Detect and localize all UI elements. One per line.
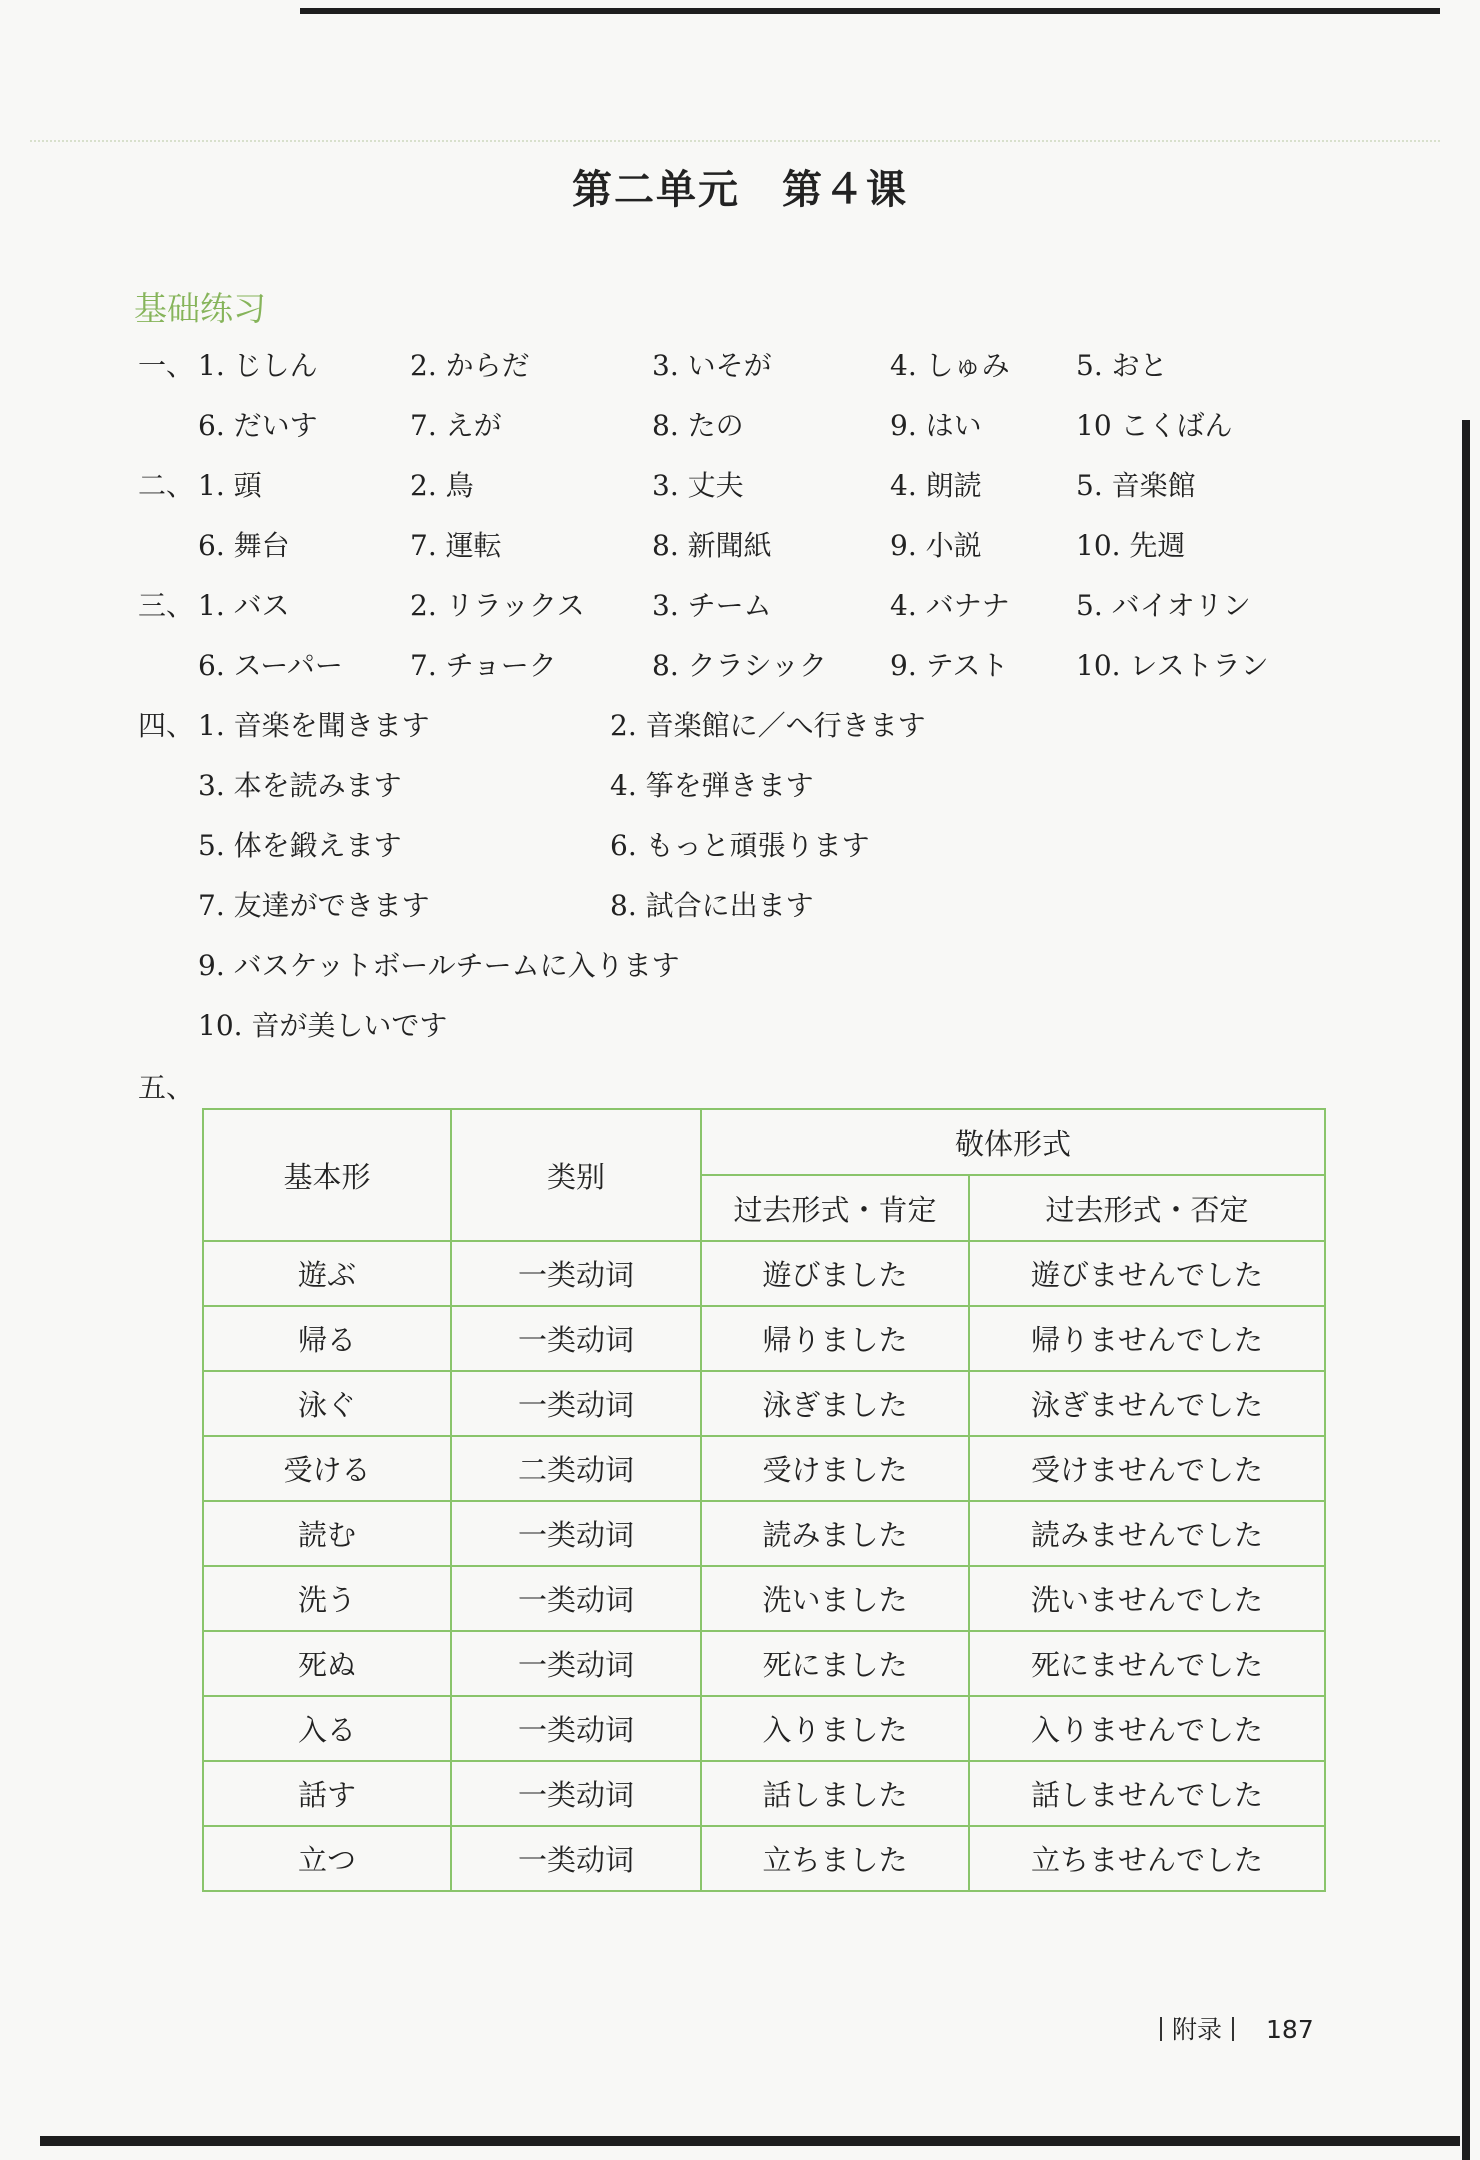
part2-label: 二、 bbox=[138, 469, 195, 502]
page-title: 第二单元 第４课 bbox=[572, 166, 908, 213]
cell-category: 一类动词 bbox=[451, 1371, 701, 1436]
table-row bbox=[203, 1436, 1325, 1501]
cell-past-negative: 死にませんでした bbox=[969, 1631, 1325, 1696]
answer-item: 2. リラックス bbox=[410, 589, 585, 622]
answer-item: 7. 運転 bbox=[410, 529, 502, 562]
cell-past-positive: 読みました bbox=[701, 1501, 969, 1566]
cell-category: 一类动词 bbox=[451, 1241, 701, 1306]
answer-item: 3. チーム bbox=[652, 589, 772, 622]
scan-edge-bottom bbox=[40, 2136, 1460, 2146]
table-row bbox=[203, 1761, 1325, 1826]
header-basic-form: 基本形 bbox=[203, 1109, 451, 1241]
answer-item: 10 こくばん bbox=[1076, 409, 1233, 442]
answer-item: 3. いそが bbox=[652, 349, 772, 382]
answer-item: 5. 体を鍛えます bbox=[198, 829, 402, 862]
answer-item: 2. 音楽館に／へ行きます bbox=[610, 709, 926, 742]
cell-past-positive: 洗いました bbox=[701, 1566, 969, 1631]
answer-item: 1. 音楽を聞きます bbox=[198, 709, 430, 742]
scan-edge-top bbox=[300, 8, 1440, 14]
header-category: 类别 bbox=[451, 1109, 701, 1241]
cell-basic-form: 立つ bbox=[203, 1826, 451, 1891]
part4-label: 四、 bbox=[138, 709, 195, 742]
answer-item: 5. 音楽館 bbox=[1076, 469, 1196, 502]
footer-divider bbox=[1160, 2017, 1162, 2041]
answer-item: 4. バナナ bbox=[890, 589, 1010, 622]
header-past-positive: 过去形式・肯定 bbox=[701, 1175, 969, 1241]
verb-conjugation-table bbox=[202, 1108, 1326, 1892]
answer-item: 9. テスト bbox=[890, 649, 1009, 682]
cell-basic-form: 遊ぶ bbox=[203, 1241, 451, 1306]
answer-item: 3. 丈夫 bbox=[652, 469, 744, 502]
answer-item: 6. 舞台 bbox=[198, 529, 290, 562]
cell-category: 一类动词 bbox=[451, 1826, 701, 1891]
table-row bbox=[203, 1696, 1325, 1761]
footer-divider bbox=[1232, 2017, 1234, 2041]
footer-section: 附录 bbox=[1172, 2015, 1223, 2044]
part1-label: 一、 bbox=[138, 349, 195, 382]
answer-item: 5. バイオリン bbox=[1076, 589, 1251, 622]
cell-category: 一类动词 bbox=[451, 1306, 701, 1371]
cell-basic-form: 洗う bbox=[203, 1566, 451, 1631]
cell-basic-form: 帰る bbox=[203, 1306, 451, 1371]
answer-item: 9. バスケットボールチームに入ります bbox=[198, 949, 680, 982]
answer-item: 4. 筝を弾きます bbox=[610, 769, 814, 802]
header-dotted-rule bbox=[30, 140, 1440, 142]
header-polite-form: 敬体形式 bbox=[701, 1109, 1325, 1175]
table-row bbox=[203, 1826, 1325, 1891]
answer-item: 8. たの bbox=[652, 409, 744, 442]
answer-item: 6. スーパー bbox=[198, 649, 343, 682]
cell-past-negative: 読みませんでした bbox=[969, 1501, 1325, 1566]
answer-item: 1. 頭 bbox=[198, 469, 262, 502]
cell-basic-form: 話す bbox=[203, 1761, 451, 1826]
answer-item: 1. じしん bbox=[198, 349, 318, 382]
answer-item: 3. 本を読みます bbox=[198, 769, 402, 802]
cell-past-negative: 話しませんでした bbox=[969, 1761, 1325, 1826]
cell-category: 一类动词 bbox=[451, 1696, 701, 1761]
answer-item: 7. チョーク bbox=[410, 649, 557, 682]
cell-category: 一类动词 bbox=[451, 1761, 701, 1826]
page-footer bbox=[1150, 2010, 1314, 2046]
cell-basic-form: 受ける bbox=[203, 1436, 451, 1501]
part3-label: 三、 bbox=[138, 589, 195, 622]
answer-item: 10. レストラン bbox=[1076, 649, 1269, 682]
cell-past-negative: 立ちませんでした bbox=[969, 1826, 1325, 1891]
part5-label: 五、 bbox=[138, 1071, 195, 1104]
answer-item: 6. もっと頑張ります bbox=[610, 829, 870, 862]
cell-category: 一类动词 bbox=[451, 1501, 701, 1566]
answer-item: 4. 朗読 bbox=[890, 469, 982, 502]
cell-past-positive: 話しました bbox=[701, 1761, 969, 1826]
answer-item: 1. バス bbox=[198, 589, 290, 622]
scan-edge-right bbox=[1462, 420, 1470, 2160]
table-row bbox=[203, 1631, 1325, 1696]
cell-past-positive: 帰りました bbox=[701, 1306, 969, 1371]
table-row bbox=[203, 1306, 1325, 1371]
answer-item: 2. からだ bbox=[410, 349, 530, 382]
section-heading: 基础练习 bbox=[134, 289, 266, 328]
answer-item: 7. 友達ができます bbox=[198, 889, 430, 922]
cell-past-negative: 受けませんでした bbox=[969, 1436, 1325, 1501]
cell-past-positive: 死にました bbox=[701, 1631, 969, 1696]
answer-item: 2. 鳥 bbox=[410, 469, 474, 502]
cell-category: 一类动词 bbox=[451, 1566, 701, 1631]
cell-past-positive: 遊びました bbox=[701, 1241, 969, 1306]
header-past-negative: 过去形式・否定 bbox=[969, 1175, 1325, 1241]
answer-item: 8. 新聞紙 bbox=[652, 529, 772, 562]
answer-item: 10. 先週 bbox=[1076, 529, 1186, 562]
answer-item: 8. 試合に出ます bbox=[610, 889, 814, 922]
cell-past-negative: 洗いませんでした bbox=[969, 1566, 1325, 1631]
page-number: 187 bbox=[1266, 2015, 1314, 2044]
answer-item: 6. だいす bbox=[198, 409, 318, 442]
cell-past-negative: 遊びませんでした bbox=[969, 1241, 1325, 1306]
answer-item: 4. しゅみ bbox=[890, 349, 1010, 382]
cell-past-positive: 入りました bbox=[701, 1696, 969, 1761]
cell-category: 二类动词 bbox=[451, 1436, 701, 1501]
answer-item: 9. 小説 bbox=[890, 529, 982, 562]
cell-past-positive: 受けました bbox=[701, 1436, 969, 1501]
cell-past-positive: 立ちました bbox=[701, 1826, 969, 1891]
answer-item: 7. えが bbox=[410, 409, 502, 442]
table-row bbox=[203, 1566, 1325, 1631]
table-row bbox=[203, 1371, 1325, 1436]
answer-item: 10. 音が美しいです bbox=[198, 1009, 448, 1042]
answer-item: 8. クラシック bbox=[652, 649, 828, 682]
cell-past-negative: 帰りませんでした bbox=[969, 1306, 1325, 1371]
cell-basic-form: 泳ぐ bbox=[203, 1371, 451, 1436]
table-row bbox=[203, 1501, 1325, 1566]
cell-past-negative: 泳ぎませんでした bbox=[969, 1371, 1325, 1436]
table-row bbox=[203, 1241, 1325, 1306]
answer-item: 5. おと bbox=[1076, 349, 1168, 382]
cell-category: 一类动词 bbox=[451, 1631, 701, 1696]
cell-past-positive: 泳ぎました bbox=[701, 1371, 969, 1436]
table-header-row bbox=[203, 1109, 1325, 1175]
cell-basic-form: 入る bbox=[203, 1696, 451, 1761]
cell-basic-form: 読む bbox=[203, 1501, 451, 1566]
cell-basic-form: 死ぬ bbox=[203, 1631, 451, 1696]
answer-item: 9. はい bbox=[890, 409, 982, 442]
cell-past-negative: 入りませんでした bbox=[969, 1696, 1325, 1761]
